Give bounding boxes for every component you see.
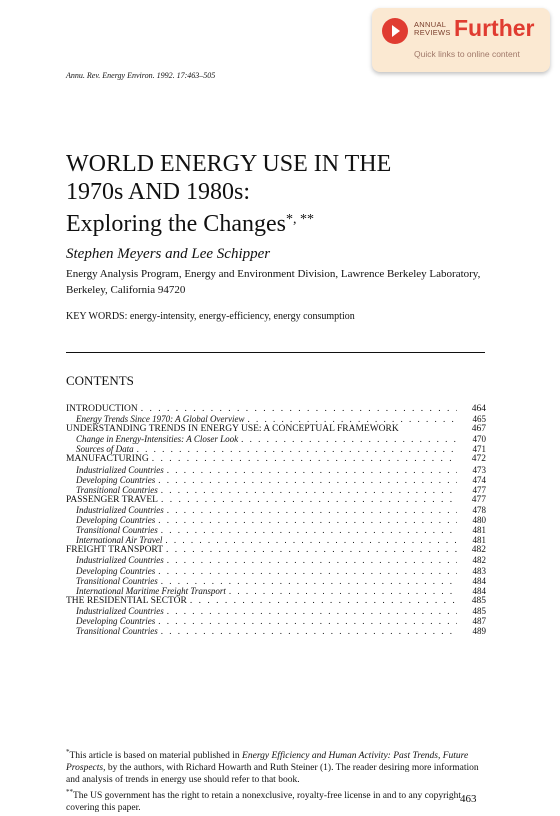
footnote-1-book-title: Energy Efficiency and Human Activity: Past Trends, Future Prospects bbox=[66, 751, 469, 774]
toc-subentry bbox=[66, 465, 486, 475]
contents-heading: CONTENTS bbox=[66, 373, 134, 388]
banner-further-text: Further bbox=[454, 15, 535, 41]
toc-page-number: 484 bbox=[472, 575, 486, 586]
toc-label: Industrialized Countries bbox=[76, 464, 164, 475]
toc-page-number: 481 bbox=[472, 535, 486, 546]
toc-label: Industrialized Countries bbox=[76, 504, 164, 515]
toc-entry bbox=[66, 495, 486, 505]
toc-page-number: 482 bbox=[472, 555, 486, 566]
title-line-2: 1970s AND 1980s: bbox=[66, 179, 251, 205]
toc-subentry bbox=[66, 505, 486, 515]
toc-page-number: 472 bbox=[471, 454, 486, 465]
toc-subentry bbox=[66, 434, 486, 444]
toc-subentry bbox=[66, 525, 486, 535]
toc-leader-dots bbox=[137, 444, 457, 454]
toc-leader-dots bbox=[161, 626, 457, 636]
toc-label: Sources of Data bbox=[76, 444, 134, 455]
annual-reviews-further-banner[interactable] bbox=[372, 8, 550, 72]
toc-page-number: 483 bbox=[472, 565, 486, 576]
toc-page-number: 485 bbox=[471, 595, 486, 606]
journal-citation: Annu. Rev. Energy Environ. 1992. 17:463–505 bbox=[66, 71, 216, 80]
footnote-1-mark: * bbox=[66, 748, 70, 756]
article-title bbox=[66, 150, 391, 238]
toc-leader-dots bbox=[167, 505, 457, 515]
toc-subentry bbox=[66, 586, 486, 596]
title-line-1: WORLD ENERGY USE IN THE bbox=[66, 151, 392, 177]
toc-page-number: 464 bbox=[471, 404, 486, 414]
toc-entry bbox=[66, 424, 486, 434]
authors: Stephen Meyers and Lee Schipper bbox=[66, 246, 271, 262]
toc-label: FREIGHT TRANSPORT bbox=[66, 545, 163, 556]
toc-label: Transitional Countries bbox=[76, 525, 158, 536]
toc-page-number: 474 bbox=[472, 474, 486, 485]
footnote-2-text: The US government has the right to retain a nonexclusive, royalty-free license in and to any copyright covering this paper. bbox=[66, 791, 462, 814]
toc-leader-dots bbox=[152, 454, 457, 464]
toc-subentry bbox=[66, 576, 486, 586]
toc-label: PASSENGER TRAVEL bbox=[66, 494, 158, 505]
toc-page-number: 467 bbox=[471, 424, 486, 435]
toc-leader-dots bbox=[167, 606, 457, 616]
toc-label: THE RESIDENTIAL SECTOR bbox=[66, 595, 187, 606]
toc-label: Industrialized Countries bbox=[76, 605, 164, 616]
toc-subentry bbox=[66, 515, 486, 525]
toc-entry bbox=[66, 404, 486, 414]
toc-page-number: 478 bbox=[472, 504, 486, 515]
toc-page-number: 484 bbox=[472, 585, 486, 596]
toc-page-number: 482 bbox=[471, 545, 486, 556]
toc-subentry bbox=[66, 616, 486, 626]
toc-page-number: 489 bbox=[472, 626, 486, 637]
toc-leader-dots bbox=[158, 475, 457, 485]
toc-entry bbox=[66, 454, 486, 464]
toc-leader-dots bbox=[167, 555, 457, 565]
toc-page-number: 471 bbox=[472, 444, 486, 455]
banner-quick-links-text: Quick links to online content bbox=[414, 49, 520, 59]
toc-subentry bbox=[66, 535, 486, 545]
title-line-3 bbox=[66, 206, 391, 238]
play-icon bbox=[382, 18, 408, 44]
toc-label: UNDERSTANDING TRENDS IN ENERGY USE: A CONCEPTUAL FRAMEWORK bbox=[66, 424, 399, 435]
toc-label: Transitional Countries bbox=[76, 575, 158, 586]
toc-leader-dots bbox=[166, 545, 457, 555]
toc-leader-dots bbox=[229, 586, 457, 596]
toc-leader-dots bbox=[158, 566, 457, 576]
toc-subentry bbox=[66, 414, 486, 424]
toc-label: Developing Countries bbox=[76, 515, 156, 526]
toc-subentry bbox=[66, 566, 486, 576]
toc-page-number: 477 bbox=[472, 484, 486, 495]
toc-label: Developing Countries bbox=[76, 615, 156, 626]
toc-page-number: 487 bbox=[472, 615, 486, 626]
footnote-2 bbox=[66, 786, 486, 814]
toc-page-number: 485 bbox=[472, 605, 486, 616]
toc-page-number: 481 bbox=[472, 525, 486, 536]
toc-entry bbox=[66, 596, 486, 606]
banner-publisher bbox=[414, 21, 451, 37]
toc-leader-dots bbox=[190, 596, 457, 606]
toc-leader-dots bbox=[158, 616, 457, 626]
toc-leader-dots bbox=[158, 515, 457, 525]
banner-reviews-text: REVIEWS bbox=[414, 28, 451, 37]
toc-label: Energy Trends Since 1970: A Global Overview bbox=[76, 414, 245, 425]
affiliation: Energy Analysis Program, Energy and Environment Division, Lawrence Berkeley Laboratory, Berkeley, California 94720 bbox=[66, 268, 481, 296]
toc-label: Developing Countries bbox=[76, 565, 156, 576]
toc-leader-dots bbox=[161, 576, 457, 586]
toc-subentry bbox=[66, 475, 486, 485]
toc-label: INTRODUCTION bbox=[66, 404, 138, 414]
toc-label: MANUFACTURING bbox=[66, 454, 149, 465]
footnote-1-text-b: , by the authors, with Richard Howarth and Ruth Steiner (1). The reader desiring more information and analysis of trends in energy use should refer to that book. bbox=[66, 763, 479, 786]
toc-leader-dots bbox=[165, 535, 457, 545]
title-footnote-marks: *, ** bbox=[285, 212, 314, 227]
page-number: 463 bbox=[460, 793, 477, 805]
toc-leader-dots bbox=[141, 404, 457, 414]
toc-label: Change in Energy-Intensities: A Closer Look bbox=[76, 434, 239, 445]
toc-subentry bbox=[66, 444, 486, 454]
toc-page-number: 477 bbox=[471, 494, 486, 505]
toc-leader-dots bbox=[161, 525, 457, 535]
toc-leader-dots bbox=[241, 434, 457, 444]
toc-entry bbox=[66, 545, 486, 555]
keywords: KEY WORDS: energy-intensity, energy-efficiency, energy consumption bbox=[66, 311, 355, 322]
toc-subentry bbox=[66, 606, 486, 616]
toc-label: Transitional Countries bbox=[76, 626, 158, 637]
toc-label: Transitional Countries bbox=[76, 484, 158, 495]
toc-label: International Air Travel bbox=[76, 535, 163, 546]
toc-page-number: 470 bbox=[472, 434, 486, 445]
toc-leader-dots bbox=[167, 465, 457, 475]
toc-leader-dots bbox=[161, 495, 457, 505]
toc-subentry bbox=[66, 485, 486, 495]
toc-label: Developing Countries bbox=[76, 474, 156, 485]
toc-label: International Maritime Freight Transport bbox=[76, 585, 226, 596]
toc-subentry bbox=[66, 626, 486, 636]
toc-subentry bbox=[66, 555, 486, 565]
footnote-2-mark: ** bbox=[66, 788, 73, 797]
toc-leader-dots bbox=[161, 485, 457, 495]
footnotes bbox=[66, 746, 486, 814]
toc-leader-dots bbox=[247, 414, 457, 424]
toc-label: Industrialized Countries bbox=[76, 555, 164, 566]
divider bbox=[66, 352, 485, 353]
banner-annual-text: ANNUAL bbox=[414, 20, 447, 29]
footnote-1-text-a: This article is based on material published in bbox=[69, 751, 243, 762]
toc-page-number: 480 bbox=[472, 515, 486, 526]
title-line-3-text: Exploring the Changes bbox=[66, 211, 286, 237]
footnote-1 bbox=[66, 746, 486, 786]
toc-page-number: 473 bbox=[472, 464, 486, 475]
table-of-contents bbox=[66, 404, 486, 636]
toc-page-number: 465 bbox=[472, 414, 486, 425]
